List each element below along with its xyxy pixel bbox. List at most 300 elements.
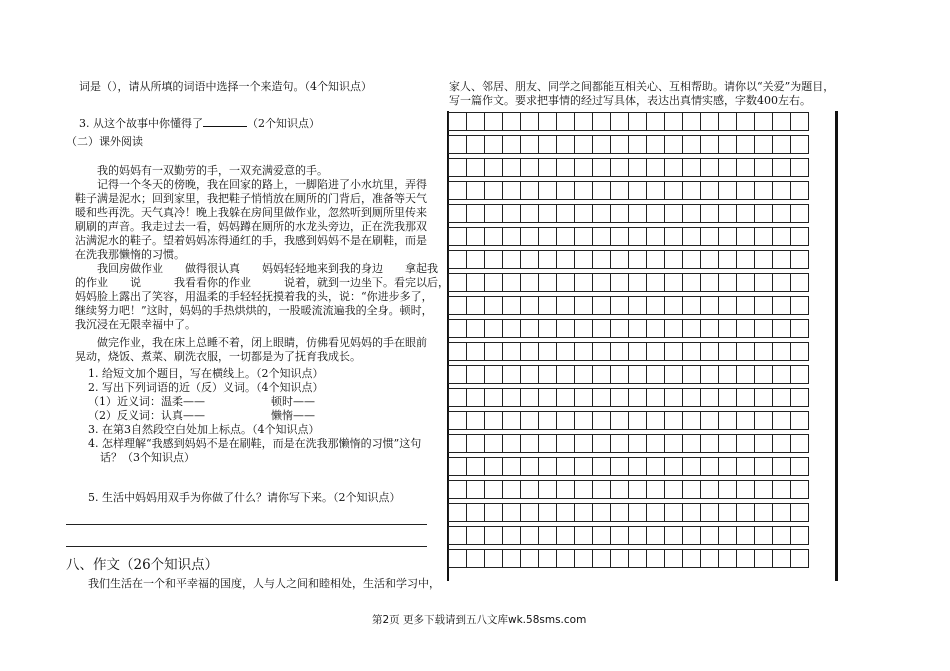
grid-cell[interactable] <box>539 550 557 568</box>
grid-cell[interactable] <box>719 159 737 177</box>
grid-cell[interactable] <box>701 320 719 338</box>
grid-cell[interactable] <box>539 274 557 292</box>
grid-cell[interactable] <box>539 182 557 200</box>
grid-cell[interactable] <box>683 343 701 361</box>
grid-cell[interactable] <box>467 159 485 177</box>
grid-cell[interactable] <box>737 504 755 522</box>
grid-cell[interactable] <box>647 320 665 338</box>
grid-cell[interactable] <box>521 343 539 361</box>
grid-cell[interactable] <box>719 550 737 568</box>
grid-cell[interactable] <box>773 182 791 200</box>
grid-cell[interactable] <box>647 366 665 384</box>
grid-cell[interactable] <box>719 251 737 269</box>
grid-cell[interactable] <box>449 550 467 568</box>
grid-cell[interactable] <box>575 274 593 292</box>
grid-cell[interactable] <box>791 113 809 131</box>
grid-cell[interactable] <box>449 504 467 522</box>
grid-cell[interactable] <box>611 504 629 522</box>
grid-cell[interactable] <box>557 136 575 154</box>
grid-cell[interactable] <box>611 274 629 292</box>
writing-grid[interactable] <box>448 112 809 568</box>
grid-cell[interactable] <box>467 366 485 384</box>
grid-cell[interactable] <box>647 481 665 499</box>
grid-cell[interactable] <box>539 320 557 338</box>
grid-cell[interactable] <box>701 412 719 430</box>
grid-cell[interactable] <box>503 113 521 131</box>
grid-cell[interactable] <box>737 343 755 361</box>
grid-cell[interactable] <box>737 205 755 223</box>
grid-cell[interactable] <box>467 412 485 430</box>
grid-cell[interactable] <box>665 159 683 177</box>
grid-cell[interactable] <box>593 366 611 384</box>
grid-cell[interactable] <box>647 113 665 131</box>
grid-cell[interactable] <box>449 366 467 384</box>
grid-cell[interactable] <box>593 527 611 545</box>
grid-cell[interactable] <box>737 251 755 269</box>
grid-cell[interactable] <box>737 458 755 476</box>
grid-cell[interactable] <box>629 550 647 568</box>
grid-cell[interactable] <box>701 297 719 315</box>
grid-cell[interactable] <box>539 504 557 522</box>
grid-cell[interactable] <box>629 251 647 269</box>
grid-cell[interactable] <box>575 320 593 338</box>
grid-cell[interactable] <box>449 481 467 499</box>
grid-cell[interactable] <box>611 550 629 568</box>
grid-cell[interactable] <box>575 412 593 430</box>
grid-cell[interactable] <box>647 205 665 223</box>
grid-cell[interactable] <box>557 366 575 384</box>
grid-cell[interactable] <box>485 136 503 154</box>
grid-cell[interactable] <box>791 481 809 499</box>
grid-cell[interactable] <box>755 412 773 430</box>
grid-cell[interactable] <box>791 435 809 453</box>
grid-cell[interactable] <box>791 458 809 476</box>
grid-cell[interactable] <box>485 481 503 499</box>
grid-cell[interactable] <box>467 481 485 499</box>
grid-cell[interactable] <box>755 550 773 568</box>
grid-cell[interactable] <box>629 113 647 131</box>
grid-cell[interactable] <box>467 251 485 269</box>
grid-cell[interactable] <box>575 389 593 407</box>
grid-cell[interactable] <box>449 228 467 246</box>
grid-cell[interactable] <box>575 159 593 177</box>
grid-cell[interactable] <box>593 205 611 223</box>
grid-cell[interactable] <box>467 182 485 200</box>
grid-cell[interactable] <box>629 205 647 223</box>
grid-cell[interactable] <box>665 458 683 476</box>
grid-cell[interactable] <box>449 343 467 361</box>
grid-cell[interactable] <box>755 343 773 361</box>
grid-cell[interactable] <box>467 343 485 361</box>
grid-cell[interactable] <box>575 527 593 545</box>
grid-cell[interactable] <box>503 504 521 522</box>
grid-cell[interactable] <box>665 182 683 200</box>
grid-cell[interactable] <box>755 435 773 453</box>
grid-cell[interactable] <box>791 205 809 223</box>
grid-cell[interactable] <box>755 481 773 499</box>
grid-cell[interactable] <box>647 550 665 568</box>
answer-line-1[interactable] <box>66 524 427 525</box>
grid-cell[interactable] <box>557 274 575 292</box>
grid-cell[interactable] <box>521 366 539 384</box>
grid-cell[interactable] <box>629 297 647 315</box>
grid-cell[interactable] <box>575 366 593 384</box>
grid-cell[interactable] <box>485 297 503 315</box>
grid-cell[interactable] <box>647 297 665 315</box>
grid-cell[interactable] <box>575 550 593 568</box>
grid-cell[interactable] <box>521 182 539 200</box>
grid-cell[interactable] <box>719 435 737 453</box>
grid-cell[interactable] <box>557 159 575 177</box>
grid-cell[interactable] <box>647 251 665 269</box>
grid-cell[interactable] <box>557 550 575 568</box>
grid-cell[interactable] <box>719 182 737 200</box>
grid-cell[interactable] <box>701 343 719 361</box>
grid-cell[interactable] <box>485 159 503 177</box>
grid-cell[interactable] <box>467 389 485 407</box>
grid-cell[interactable] <box>737 435 755 453</box>
grid-cell[interactable] <box>449 182 467 200</box>
grid-cell[interactable] <box>683 389 701 407</box>
grid-cell[interactable] <box>719 113 737 131</box>
grid-cell[interactable] <box>791 389 809 407</box>
grid-cell[interactable] <box>539 297 557 315</box>
grid-cell[interactable] <box>629 274 647 292</box>
grid-cell[interactable] <box>503 550 521 568</box>
grid-cell[interactable] <box>791 412 809 430</box>
grid-cell[interactable] <box>683 297 701 315</box>
grid-cell[interactable] <box>467 136 485 154</box>
grid-cell[interactable] <box>575 136 593 154</box>
grid-cell[interactable] <box>503 228 521 246</box>
grid-cell[interactable] <box>647 504 665 522</box>
grid-cell[interactable] <box>791 320 809 338</box>
grid-cell[interactable] <box>755 113 773 131</box>
grid-cell[interactable] <box>665 366 683 384</box>
grid-cell[interactable] <box>539 251 557 269</box>
grid-cell[interactable] <box>611 228 629 246</box>
grid-cell[interactable] <box>539 343 557 361</box>
grid-cell[interactable] <box>773 527 791 545</box>
grid-cell[interactable] <box>557 320 575 338</box>
grid-cell[interactable] <box>485 504 503 522</box>
grid-cell[interactable] <box>539 481 557 499</box>
grid-cell[interactable] <box>485 550 503 568</box>
grid-cell[interactable] <box>485 251 503 269</box>
grid-cell[interactable] <box>611 159 629 177</box>
grid-cell[interactable] <box>575 343 593 361</box>
grid-cell[interactable] <box>485 435 503 453</box>
grid-cell[interactable] <box>755 182 773 200</box>
answer-blank[interactable] <box>203 117 247 127</box>
grid-cell[interactable] <box>665 297 683 315</box>
grid-cell[interactable] <box>485 458 503 476</box>
grid-cell[interactable] <box>467 228 485 246</box>
grid-cell[interactable] <box>557 182 575 200</box>
grid-cell[interactable] <box>575 297 593 315</box>
grid-cell[interactable] <box>719 481 737 499</box>
grid-cell[interactable] <box>593 504 611 522</box>
grid-cell[interactable] <box>611 136 629 154</box>
grid-cell[interactable] <box>683 320 701 338</box>
grid-cell[interactable] <box>611 435 629 453</box>
grid-cell[interactable] <box>755 389 773 407</box>
grid-cell[interactable] <box>503 251 521 269</box>
grid-cell[interactable] <box>773 159 791 177</box>
grid-cell[interactable] <box>539 159 557 177</box>
grid-cell[interactable] <box>683 458 701 476</box>
grid-cell[interactable] <box>665 113 683 131</box>
grid-cell[interactable] <box>521 159 539 177</box>
grid-cell[interactable] <box>683 136 701 154</box>
grid-cell[interactable] <box>611 251 629 269</box>
grid-cell[interactable] <box>701 389 719 407</box>
grid-cell[interactable] <box>575 481 593 499</box>
grid-cell[interactable] <box>593 159 611 177</box>
grid-cell[interactable] <box>719 320 737 338</box>
grid-cell[interactable] <box>557 412 575 430</box>
grid-cell[interactable] <box>485 366 503 384</box>
grid-cell[interactable] <box>701 435 719 453</box>
grid-cell[interactable] <box>791 228 809 246</box>
grid-cell[interactable] <box>539 366 557 384</box>
grid-cell[interactable] <box>485 320 503 338</box>
grid-cell[interactable] <box>521 504 539 522</box>
grid-cell[interactable] <box>665 435 683 453</box>
grid-cell[interactable] <box>665 274 683 292</box>
grid-cell[interactable] <box>557 113 575 131</box>
grid-cell[interactable] <box>539 113 557 131</box>
grid-cell[interactable] <box>611 366 629 384</box>
grid-cell[interactable] <box>593 458 611 476</box>
grid-cell[interactable] <box>791 366 809 384</box>
grid-cell[interactable] <box>665 527 683 545</box>
grid-cell[interactable] <box>485 274 503 292</box>
grid-cell[interactable] <box>539 205 557 223</box>
grid-cell[interactable] <box>773 343 791 361</box>
grid-cell[interactable] <box>791 251 809 269</box>
grid-cell[interactable] <box>521 205 539 223</box>
grid-cell[interactable] <box>485 113 503 131</box>
grid-cell[interactable] <box>647 274 665 292</box>
grid-cell[interactable] <box>593 274 611 292</box>
grid-cell[interactable] <box>683 527 701 545</box>
grid-cell[interactable] <box>539 228 557 246</box>
grid-cell[interactable] <box>737 297 755 315</box>
grid-cell[interactable] <box>449 389 467 407</box>
grid-cell[interactable] <box>503 136 521 154</box>
grid-cell[interactable] <box>557 458 575 476</box>
grid-cell[interactable] <box>575 251 593 269</box>
grid-cell[interactable] <box>629 228 647 246</box>
grid-cell[interactable] <box>521 320 539 338</box>
grid-cell[interactable] <box>521 481 539 499</box>
grid-cell[interactable] <box>773 136 791 154</box>
grid-cell[interactable] <box>503 343 521 361</box>
grid-cell[interactable] <box>467 458 485 476</box>
grid-cell[interactable] <box>467 297 485 315</box>
grid-cell[interactable] <box>503 435 521 453</box>
grid-cell[interactable] <box>593 251 611 269</box>
grid-cell[interactable] <box>449 458 467 476</box>
grid-cell[interactable] <box>665 228 683 246</box>
grid-cell[interactable] <box>719 274 737 292</box>
grid-cell[interactable] <box>503 274 521 292</box>
grid-cell[interactable] <box>593 412 611 430</box>
grid-cell[interactable] <box>791 136 809 154</box>
grid-cell[interactable] <box>683 366 701 384</box>
grid-cell[interactable] <box>575 182 593 200</box>
grid-cell[interactable] <box>449 320 467 338</box>
grid-cell[interactable] <box>701 481 719 499</box>
grid-cell[interactable] <box>521 550 539 568</box>
grid-cell[interactable] <box>701 458 719 476</box>
grid-cell[interactable] <box>539 435 557 453</box>
grid-cell[interactable] <box>575 205 593 223</box>
grid-cell[interactable] <box>611 113 629 131</box>
grid-cell[interactable] <box>719 458 737 476</box>
grid-cell[interactable] <box>611 458 629 476</box>
grid-cell[interactable] <box>683 412 701 430</box>
grid-cell[interactable] <box>791 527 809 545</box>
grid-cell[interactable] <box>737 412 755 430</box>
grid-cell[interactable] <box>737 274 755 292</box>
grid-cell[interactable] <box>503 182 521 200</box>
grid-cell[interactable] <box>701 136 719 154</box>
grid-cell[interactable] <box>611 205 629 223</box>
grid-cell[interactable] <box>449 159 467 177</box>
grid-cell[interactable] <box>485 182 503 200</box>
grid-cell[interactable] <box>665 205 683 223</box>
grid-cell[interactable] <box>467 320 485 338</box>
grid-cell[interactable] <box>719 228 737 246</box>
grid-cell[interactable] <box>611 412 629 430</box>
grid-cell[interactable] <box>467 435 485 453</box>
grid-cell[interactable] <box>503 458 521 476</box>
grid-cell[interactable] <box>737 527 755 545</box>
grid-cell[interactable] <box>629 136 647 154</box>
grid-cell[interactable] <box>755 159 773 177</box>
grid-cell[interactable] <box>737 159 755 177</box>
grid-cell[interactable] <box>557 481 575 499</box>
grid-cell[interactable] <box>791 182 809 200</box>
grid-cell[interactable] <box>719 366 737 384</box>
grid-cell[interactable] <box>629 389 647 407</box>
grid-cell[interactable] <box>575 504 593 522</box>
grid-cell[interactable] <box>611 389 629 407</box>
grid-cell[interactable] <box>773 228 791 246</box>
grid-cell[interactable] <box>647 182 665 200</box>
grid-cell[interactable] <box>755 136 773 154</box>
grid-cell[interactable] <box>557 297 575 315</box>
grid-cell[interactable] <box>683 205 701 223</box>
grid-cell[interactable] <box>665 550 683 568</box>
answer-line-2[interactable] <box>66 546 427 547</box>
grid-cell[interactable] <box>503 159 521 177</box>
grid-cell[interactable] <box>773 412 791 430</box>
grid-cell[interactable] <box>701 274 719 292</box>
grid-cell[interactable] <box>737 320 755 338</box>
grid-cell[interactable] <box>629 458 647 476</box>
grid-cell[interactable] <box>773 205 791 223</box>
grid-cell[interactable] <box>467 550 485 568</box>
grid-cell[interactable] <box>647 159 665 177</box>
grid-cell[interactable] <box>665 136 683 154</box>
grid-cell[interactable] <box>611 320 629 338</box>
grid-cell[interactable] <box>701 113 719 131</box>
grid-cell[interactable] <box>701 527 719 545</box>
grid-cell[interactable] <box>575 458 593 476</box>
grid-cell[interactable] <box>539 389 557 407</box>
grid-cell[interactable] <box>773 251 791 269</box>
grid-cell[interactable] <box>773 274 791 292</box>
grid-cell[interactable] <box>503 481 521 499</box>
grid-cell[interactable] <box>647 458 665 476</box>
grid-cell[interactable] <box>593 228 611 246</box>
grid-cell[interactable] <box>629 366 647 384</box>
grid-cell[interactable] <box>791 159 809 177</box>
grid-cell[interactable] <box>485 228 503 246</box>
grid-cell[interactable] <box>521 251 539 269</box>
grid-cell[interactable] <box>521 435 539 453</box>
grid-cell[interactable] <box>449 251 467 269</box>
grid-cell[interactable] <box>755 504 773 522</box>
grid-cell[interactable] <box>629 182 647 200</box>
grid-cell[interactable] <box>467 113 485 131</box>
grid-cell[interactable] <box>539 412 557 430</box>
grid-cell[interactable] <box>719 205 737 223</box>
grid-cell[interactable] <box>593 182 611 200</box>
grid-cell[interactable] <box>557 504 575 522</box>
grid-cell[interactable] <box>773 389 791 407</box>
grid-cell[interactable] <box>647 389 665 407</box>
grid-cell[interactable] <box>521 412 539 430</box>
grid-cell[interactable] <box>593 481 611 499</box>
grid-cell[interactable] <box>629 412 647 430</box>
grid-cell[interactable] <box>629 159 647 177</box>
grid-cell[interactable] <box>701 159 719 177</box>
grid-cell[interactable] <box>773 504 791 522</box>
grid-cell[interactable] <box>737 136 755 154</box>
grid-cell[interactable] <box>449 136 467 154</box>
grid-cell[interactable] <box>611 297 629 315</box>
grid-cell[interactable] <box>755 274 773 292</box>
grid-cell[interactable] <box>773 458 791 476</box>
grid-cell[interactable] <box>629 504 647 522</box>
grid-cell[interactable] <box>557 527 575 545</box>
grid-cell[interactable] <box>665 343 683 361</box>
grid-cell[interactable] <box>629 435 647 453</box>
grid-cell[interactable] <box>539 458 557 476</box>
grid-cell[interactable] <box>593 389 611 407</box>
grid-cell[interactable] <box>593 136 611 154</box>
grid-cell[interactable] <box>773 481 791 499</box>
grid-cell[interactable] <box>539 527 557 545</box>
grid-cell[interactable] <box>629 481 647 499</box>
grid-cell[interactable] <box>683 435 701 453</box>
grid-cell[interactable] <box>503 366 521 384</box>
grid-cell[interactable] <box>467 527 485 545</box>
grid-cell[interactable] <box>719 136 737 154</box>
grid-cell[interactable] <box>629 527 647 545</box>
grid-cell[interactable] <box>503 320 521 338</box>
grid-cell[interactable] <box>575 228 593 246</box>
grid-cell[interactable] <box>701 366 719 384</box>
grid-cell[interactable] <box>575 113 593 131</box>
grid-cell[interactable] <box>503 205 521 223</box>
grid-cell[interactable] <box>683 504 701 522</box>
grid-cell[interactable] <box>503 389 521 407</box>
